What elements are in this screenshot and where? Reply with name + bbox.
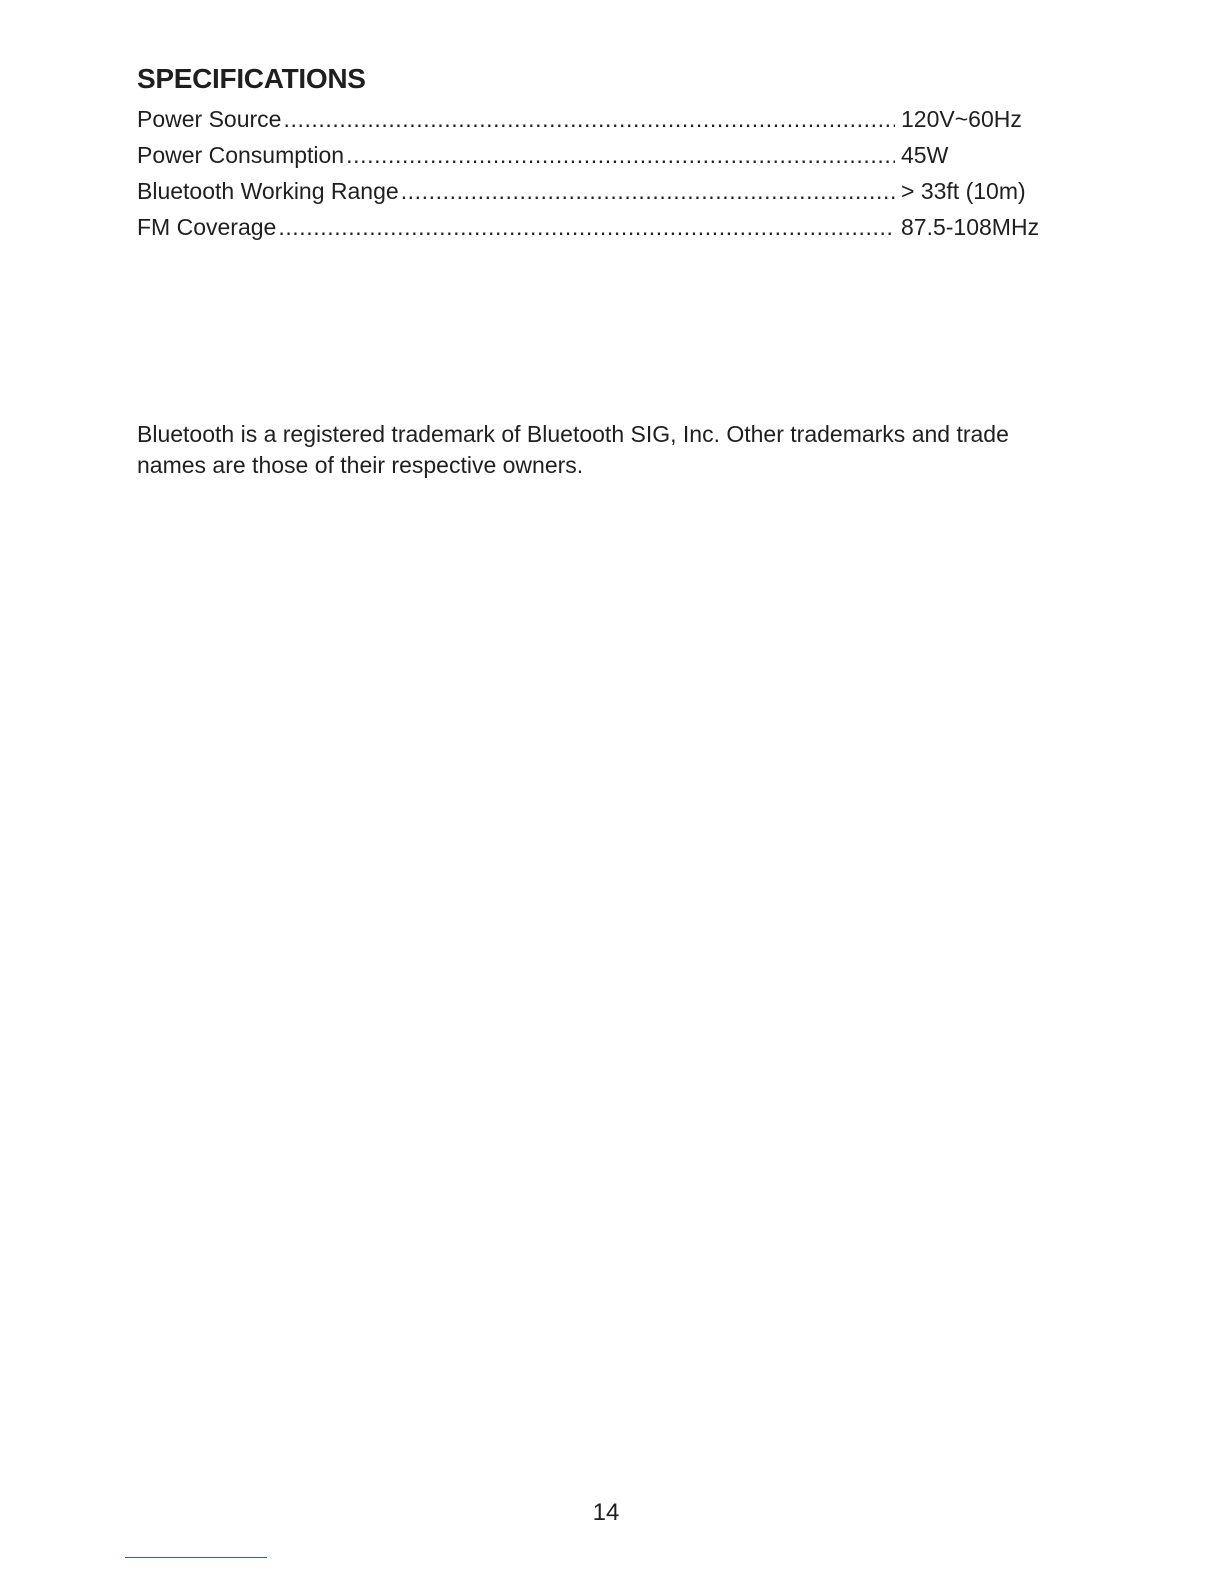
spec-value: 45W — [901, 142, 949, 168]
spec-row-power-source — [137, 104, 1047, 140]
dot-leader — [346, 140, 895, 170]
spec-label: FM Coverage — [137, 214, 277, 240]
dot-leader — [278, 212, 895, 242]
footer-rule — [125, 1557, 267, 1558]
spec-row-fm-coverage — [137, 212, 1047, 248]
spec-row-power-consumption — [137, 140, 1047, 176]
section-heading: SPECIFICATIONS — [137, 63, 366, 94]
dot-leader — [283, 104, 895, 134]
spec-label: Power Consumption — [137, 142, 345, 168]
spec-value: > 33ft (10m) — [901, 178, 1026, 204]
spec-value: 120V~60Hz — [901, 106, 1022, 132]
trademark-notice: Bluetooth is a registered trademark of Bluetooth SIG, Inc. Other trademarks and trade names are those of their respective owners. — [137, 421, 1009, 478]
spec-label: Bluetooth Working Range — [137, 178, 399, 204]
spec-row-bluetooth-range — [137, 176, 1047, 212]
page-number: 14 — [592, 1499, 620, 1526]
spec-label: Power Source — [137, 106, 282, 132]
dot-leader — [401, 176, 895, 206]
spec-value: 87.5-108MHz — [901, 214, 1040, 240]
specifications-list — [137, 104, 1047, 248]
